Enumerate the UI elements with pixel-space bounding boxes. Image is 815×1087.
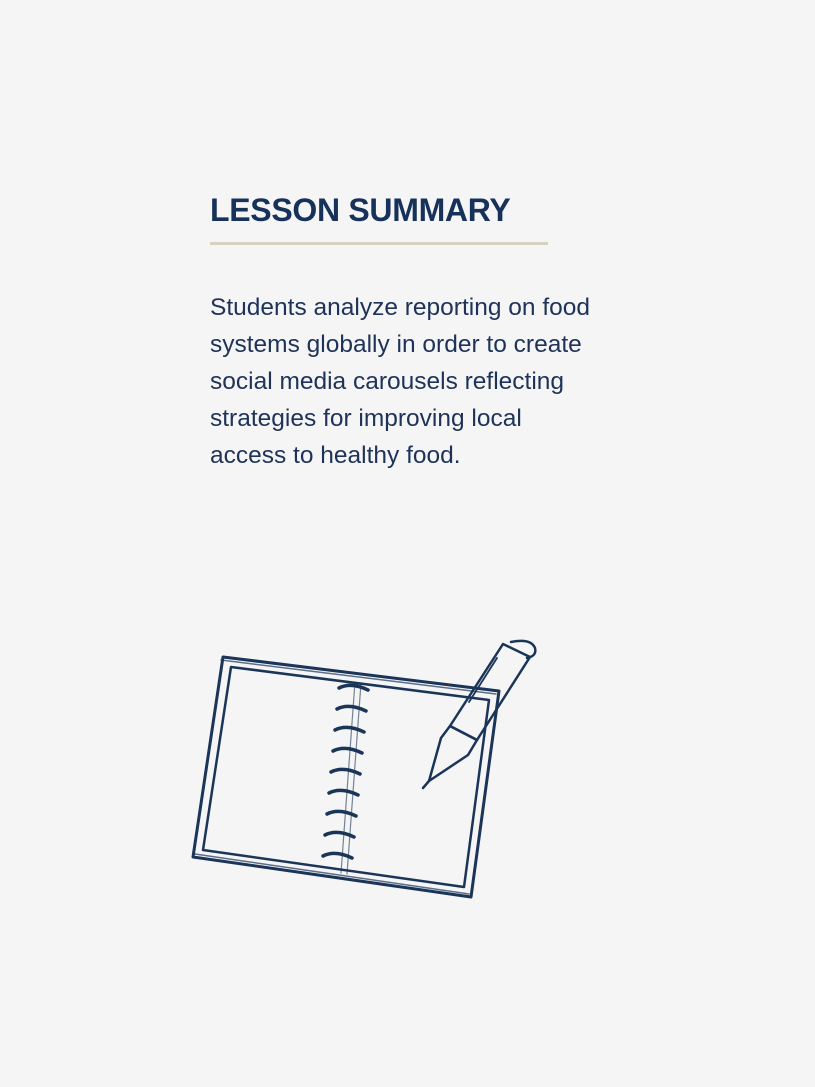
heading-divider xyxy=(210,242,548,245)
notebook-and-pen-icon xyxy=(185,630,555,910)
lesson-summary-heading: LESSON SUMMARY xyxy=(210,192,511,228)
spiral-binding-icon xyxy=(323,682,368,874)
lesson-summary-text: Students analyze reporting on food systems globally in order to create social media carousels reflecting strategies for improving local access to healthy food. xyxy=(210,294,591,469)
notebook-outline-icon xyxy=(193,657,499,897)
